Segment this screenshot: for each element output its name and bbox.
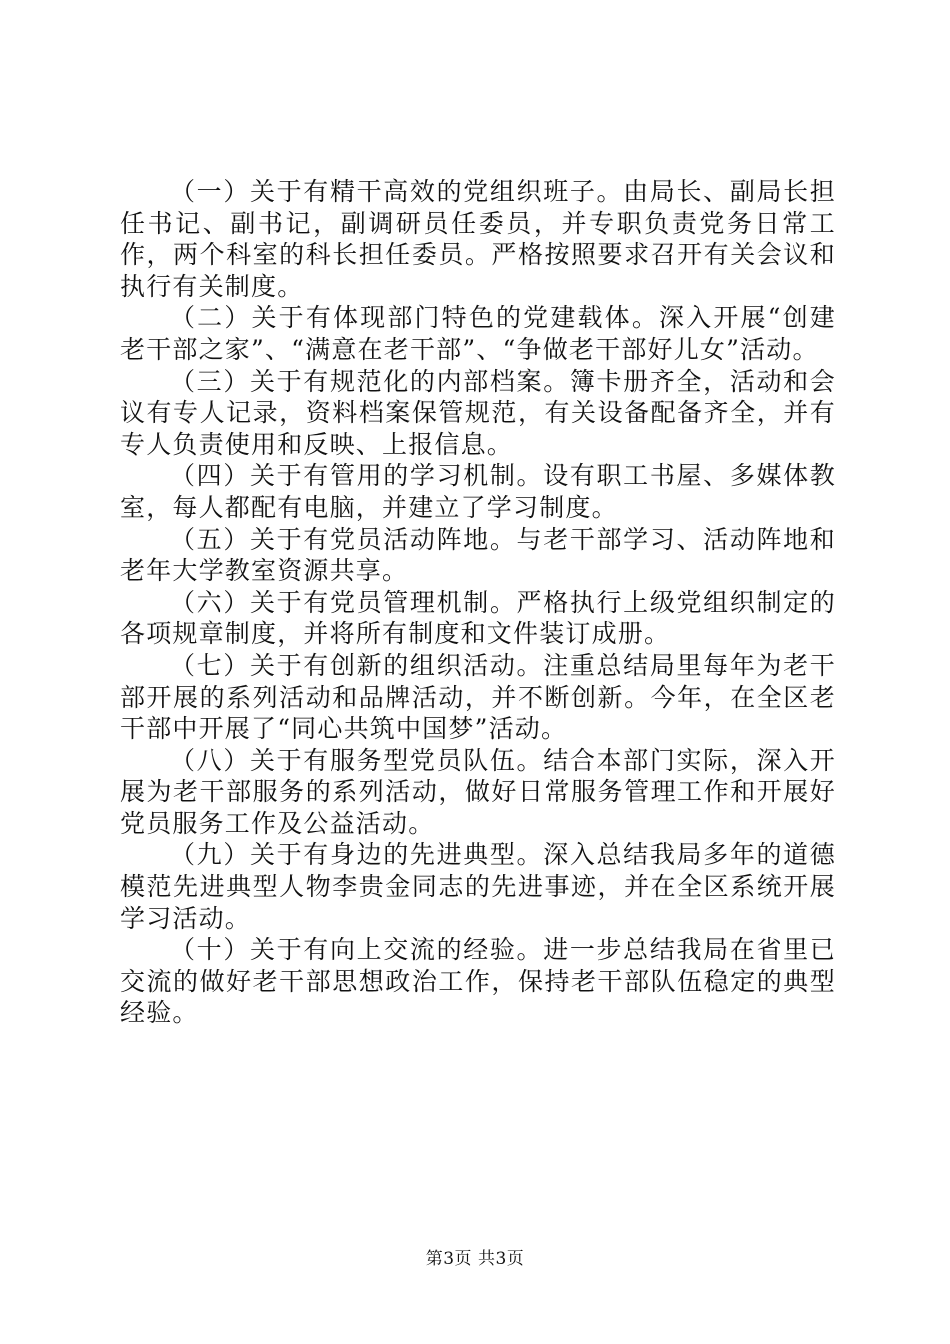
paragraph-4: （四）关于有管用的学习机制。设有职工书屋、多媒体教室，每人都配有电脑，并建立了学习制度。: [120, 461, 836, 522]
paragraph-7: （七）关于有创新的组织活动。注重总结局里每年为老干部开展的系列活动和品牌活动，并不断创新。今年，在全区老干部中开展了“同心共筑中国梦”活动。: [120, 650, 836, 744]
paragraph-6: （六）关于有党员管理机制。严格执行上级党组织制定的各项规章制度，并将所有制度和文件装订成册。: [120, 587, 836, 649]
document-body: [120, 176, 836, 1029]
page-number-label: 第3页 共3页: [425, 1249, 525, 1269]
paragraph-1: （一）关于有精干高效的党组织班子。由局长、副局长担任书记、副书记，副调研员任委员，并专职负责党务日常工作，两个科室的科长担任委员。严格按照要求召开有关会议和执行有关制度。: [120, 177, 836, 301]
paragraph-9: （九）关于有身边的先进典型。深入总结我局多年的道德模范先进典型人物李贵金同志的先进事迹，并在全区系统开展学习活动。: [120, 840, 836, 933]
paragraph-8: （八）关于有服务型党员队伍。结合本部门实际，深入开展为老干部服务的系列活动，做好日常服务管理工作和开展好党员服务工作及公益活动。: [120, 745, 836, 838]
page-footer: [0, 1244, 950, 1269]
paragraph-5: （五）关于有党员活动阵地。与老干部学习、活动阵地和老年大学教室资源共享。: [120, 524, 836, 586]
paragraph-10: （十）关于有向上交流的经验。进一步总结我局在省里已交流的做好老干部思想政治工作，保持老干部队伍稳定的典型经验。: [120, 935, 836, 1028]
paragraph-2: （二）关于有体现部门特色的党建载体。深入开展“创建老干部之家”、“满意在老干部”、“争做老干部好儿女”活动。: [120, 303, 836, 364]
paragraph-3: （三）关于有规范化的内部档案。簿卡册齐全，活动和会议有专人记录，资料档案保管规范，有关设备配备齐全，并有专人负责使用和反映、上报信息。: [120, 366, 836, 459]
